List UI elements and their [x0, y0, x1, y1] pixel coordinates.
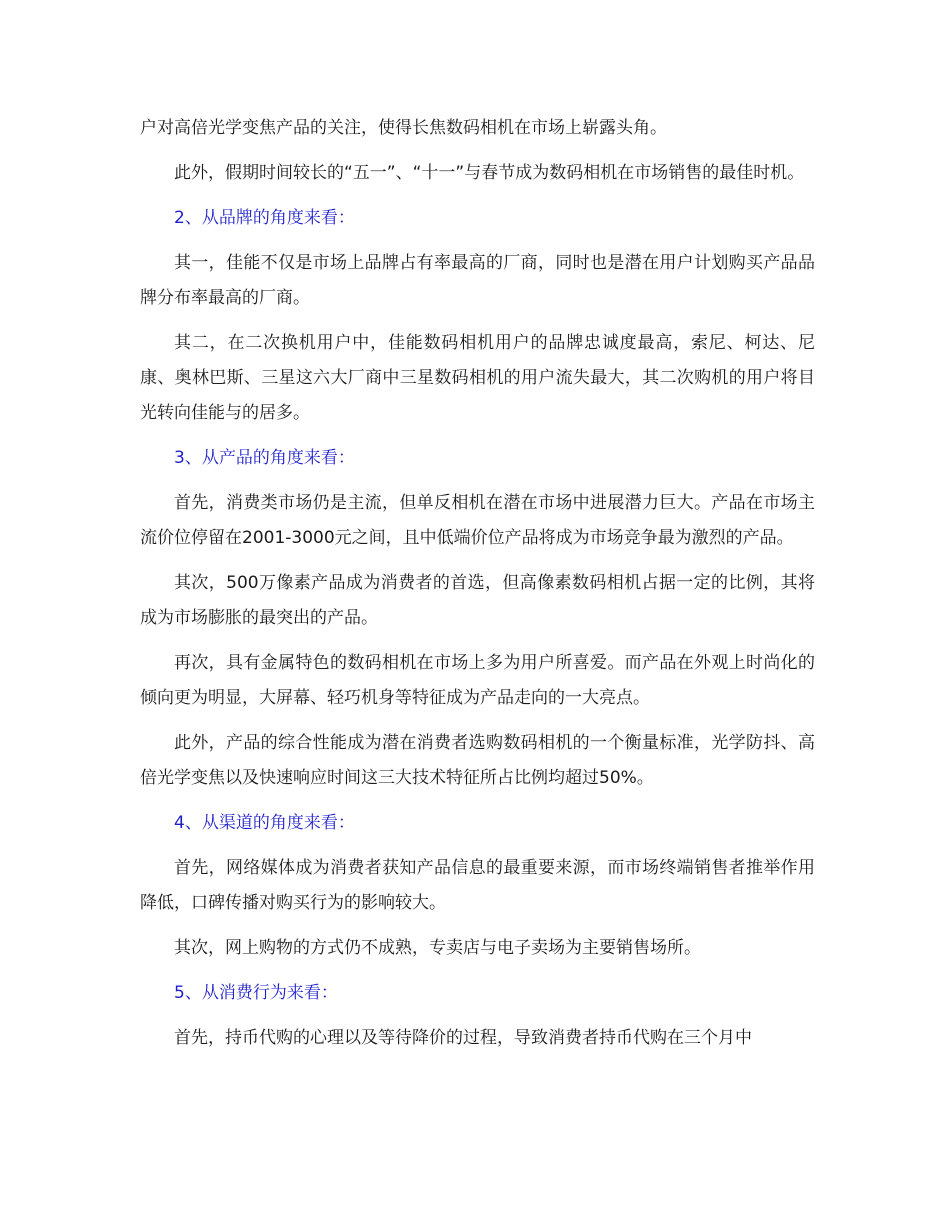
section-heading-consumer-behavior: 5、从消费行为来看：: [174, 983, 338, 1003]
document-body: [140, 111, 815, 1066]
paragraph-brand-second: 其二，在二次换机用户中，佳能数码相机用户的品牌忠诚度最高，索尼、柯达、尼康、奥林巴斯、三星这六大厂商中三星数码相机的用户流失最大，其二次购机的用户将目光转向佳能与的居多。: [140, 333, 815, 423]
paragraph-product-second: 其次，500万像素产品成为消费者的首选，但高像素数码相机占据一定的比例，其将成为市场膨胀的最突出的产品。: [140, 573, 815, 628]
paragraph-consumer-first: 首先，持币代购的心理以及等待降价的过程，导致消费者持币代购在三个月中: [174, 1028, 752, 1048]
paragraph-product-fourth: 此外，产品的综合性能成为潜在消费者选购数码相机的一个衡量标准，光学防抖、高倍光学变焦以及快速响应时间这三大技术特征所占比例均超过50%。: [140, 733, 815, 788]
section-heading-channel: 4、从渠道的角度来看：: [174, 813, 355, 833]
section-heading-product: 3、从产品的角度来看：: [174, 448, 355, 468]
paragraph-channel-first: 首先，网络媒体成为消费者获知产品信息的最重要来源，而市场终端销售者推举作用降低，口碑传播对购买行为的影响较大。: [140, 858, 815, 913]
paragraph-product-third: 再次，具有金属特色的数码相机在市场上多为用户所喜爱。而产品在外观上时尚化的倾向更为明显，大屏幕、轻巧机身等特征成为产品走向的一大亮点。: [140, 653, 815, 708]
paragraph-holiday-sales: 此外，假期时间较长的“五一”、“十一”与春节成为数码相机在市场销售的最佳时机。: [174, 163, 805, 183]
paragraph-continuation: 户对高倍光学变焦产品的关注，使得长焦数码相机在市场上崭露头角。: [140, 118, 667, 138]
paragraph-brand-first: 其一，佳能不仅是市场上品牌占有率最高的厂商，同时也是潜在用户计划购买产品品牌分布率最高的厂商。: [140, 253, 815, 308]
paragraph-channel-second: 其次，网上购物的方式仍不成熟，专卖店与电子卖场为主要销售场所。: [174, 938, 701, 958]
paragraph-product-first: 首先，消费类市场仍是主流，但单反相机在潜在市场中进展潜力巨大。产品在市场主流价位停留在2001-3000元之间，且中低端价位产品将成为市场竞争最为激烈的产品。: [140, 493, 815, 548]
section-heading-brand: 2、从品牌的角度来看：: [174, 208, 355, 228]
